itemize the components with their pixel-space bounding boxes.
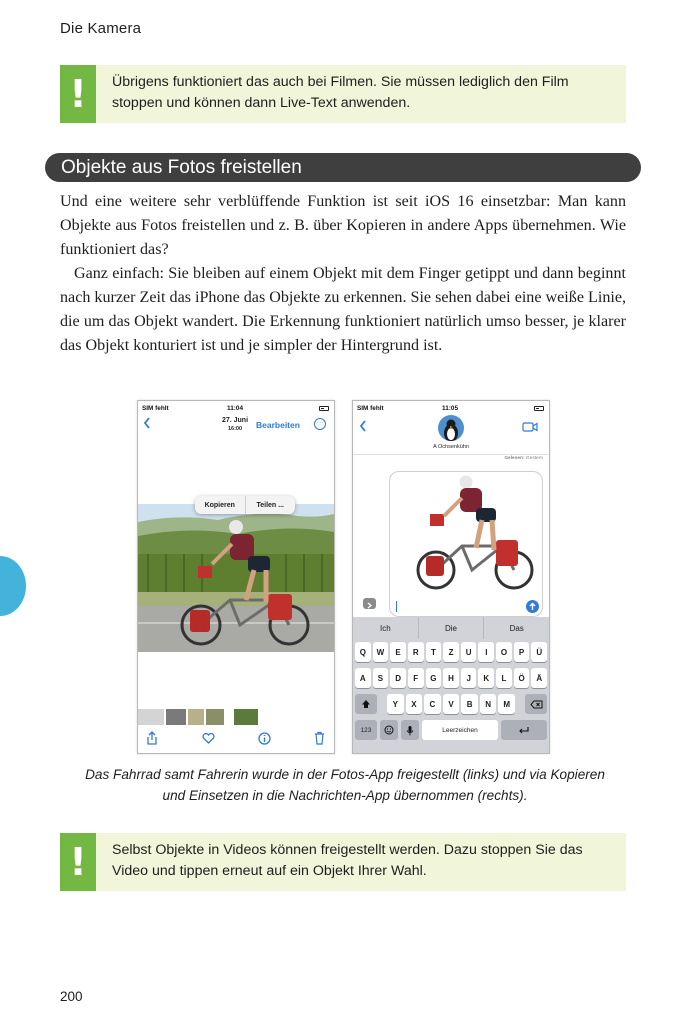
key-e[interactable]: E [390,642,406,662]
microphone-icon [406,725,414,736]
tip-box [60,833,626,891]
thumbnail[interactable] [188,709,204,725]
page-number: 200 [60,989,83,1004]
clock: 11:05 [442,405,458,412]
photo-time: 16:00 [227,426,243,432]
key-x[interactable]: X [406,694,423,714]
return-key[interactable] [501,720,547,740]
contact-avatar[interactable] [438,415,464,441]
message-input[interactable] [389,471,543,617]
clock: 11:04 [227,405,243,412]
carrier-label: SIM fehlt [142,405,169,412]
paragraph: Und eine weitere sehr verblüffende Funktion ist seit iOS 16 einsetzbar: Man kann Objekte aus Fotos freistellen und z. B. über Kopieren in andere Apps übernehmen. Wie funktioniert das? [60,193,626,258]
key-m[interactable]: M [498,694,515,714]
send-button[interactable] [526,600,539,613]
back-chevron-icon[interactable] [358,419,368,438]
messages-app-screenshot [352,400,550,754]
battery-icon [319,406,329,411]
key-o[interactable]: O [496,642,512,662]
key-p[interactable]: P [514,642,530,662]
exclamation-icon: ! [60,833,96,891]
thumbnail[interactable] [138,709,164,725]
suggestion[interactable]: Ich [353,617,419,639]
contact-name[interactable]: A Ochsenkühn [433,444,469,450]
backspace-key[interactable] [525,694,547,714]
key-a[interactable]: A [355,668,371,688]
info-icon[interactable] [258,732,271,745]
share-menu-item[interactable]: Teilen ... [256,501,284,509]
key-i[interactable]: I [478,642,494,662]
key-s[interactable]: S [373,668,389,688]
edit-button[interactable]: Bearbeiten [256,420,300,430]
trash-icon[interactable] [314,731,325,745]
apps-icon[interactable] [363,598,376,609]
key-d[interactable]: D [390,668,406,688]
suggestion-bar [353,617,549,639]
numbers-key[interactable]: 123 [355,720,377,740]
video-call-icon[interactable] [522,422,538,432]
key-row [353,662,549,688]
photos-app-screenshot [137,400,335,754]
key-j[interactable]: J [461,668,477,688]
thumbnail[interactable] [234,709,258,725]
key-h[interactable]: H [443,668,459,688]
key-row [353,688,549,714]
key-ü[interactable]: Ü [531,642,547,662]
keyboard [353,617,549,753]
return-icon [518,726,530,735]
key-ö[interactable]: Ö [514,668,530,688]
key-z[interactable]: Z [443,642,459,662]
chapter-thumb-tab [0,556,26,616]
running-head: Die Kamera [60,20,142,37]
key-u[interactable]: U [461,642,477,662]
tip-text: Selbst Objekte in Videos können freigestellt werden. Dazu stoppen Sie das Video und tippen erneut auf ein Objekt Ihrer Wahl. [112,842,583,879]
key-b[interactable]: B [461,694,478,714]
context-menu [195,496,295,514]
paragraph: Ganz einfach: Sie bleiben auf einem Objekt mit dem Finger getippt und dann beginnt nach kurzer Zeit das iPhone das Objekte zu erkennen. Sie sehen dabei eine weiße Linie, die um das Objekt wandert. Die Erkennung funktioniert natürlich umso besser, je klarer das Objekt konturiert ist und je simpler der Hintergrund ist. [60,265,626,354]
key-g[interactable]: G [426,668,442,688]
exclamation-icon: ! [60,65,96,123]
section-heading: Objekte aus Fotos freistellen [45,153,641,182]
copy-menu-item[interactable]: Kopieren [195,496,246,514]
body-text [60,190,626,358]
emoji-icon [384,725,394,735]
key-row [353,714,549,740]
key-r[interactable]: R [408,642,424,662]
key-row [353,639,549,662]
key-q[interactable]: Q [355,642,371,662]
cyclist-photo [138,504,334,652]
carrier-label: SIM fehlt [357,405,384,412]
tip-box [60,65,626,123]
key-w[interactable]: W [373,642,389,662]
key-n[interactable]: N [480,694,497,714]
read-receipt: Gelesen: Gestern [504,456,543,461]
dictation-key[interactable] [401,720,419,740]
share-icon[interactable] [146,731,158,745]
space-key[interactable]: Leerzeichen [422,720,498,740]
thumbnail-strip[interactable] [138,709,334,725]
key-ä[interactable]: Ä [531,668,547,688]
emoji-key[interactable] [380,720,398,740]
key-y[interactable]: Y [387,694,404,714]
key-f[interactable]: F [408,668,424,688]
shift-key[interactable] [355,694,377,714]
key-k[interactable]: K [478,668,494,688]
heart-icon[interactable] [202,733,215,744]
suggestion[interactable]: Die [419,617,485,639]
key-t[interactable]: T [426,642,442,662]
key-l[interactable]: L [496,668,512,688]
back-chevron-icon[interactable] [142,416,152,435]
key-c[interactable]: C [424,694,441,714]
thumbnail[interactable] [166,709,186,725]
figure-caption: Das Fahrrad samt Fahrerin wurde in der Fotos-App freigestellt (links) und via Kopieren und Einsetzen in die Nachrichten-App übernommen (rechts). [85,767,605,803]
key-v[interactable]: V [443,694,460,714]
more-icon[interactable]: ··· [314,418,326,430]
battery-icon [534,406,544,411]
cutout-image [398,474,538,598]
text-cursor [396,601,397,612]
thumbnail[interactable] [206,709,224,725]
photo-date: 27. Juni [221,417,249,424]
tip-text: Übrigens funktioniert das auch bei Filmen. Sie müssen lediglich den Film stoppen und können dann Live-Text anwenden. [112,74,569,111]
suggestion[interactable]: Das [509,623,524,633]
